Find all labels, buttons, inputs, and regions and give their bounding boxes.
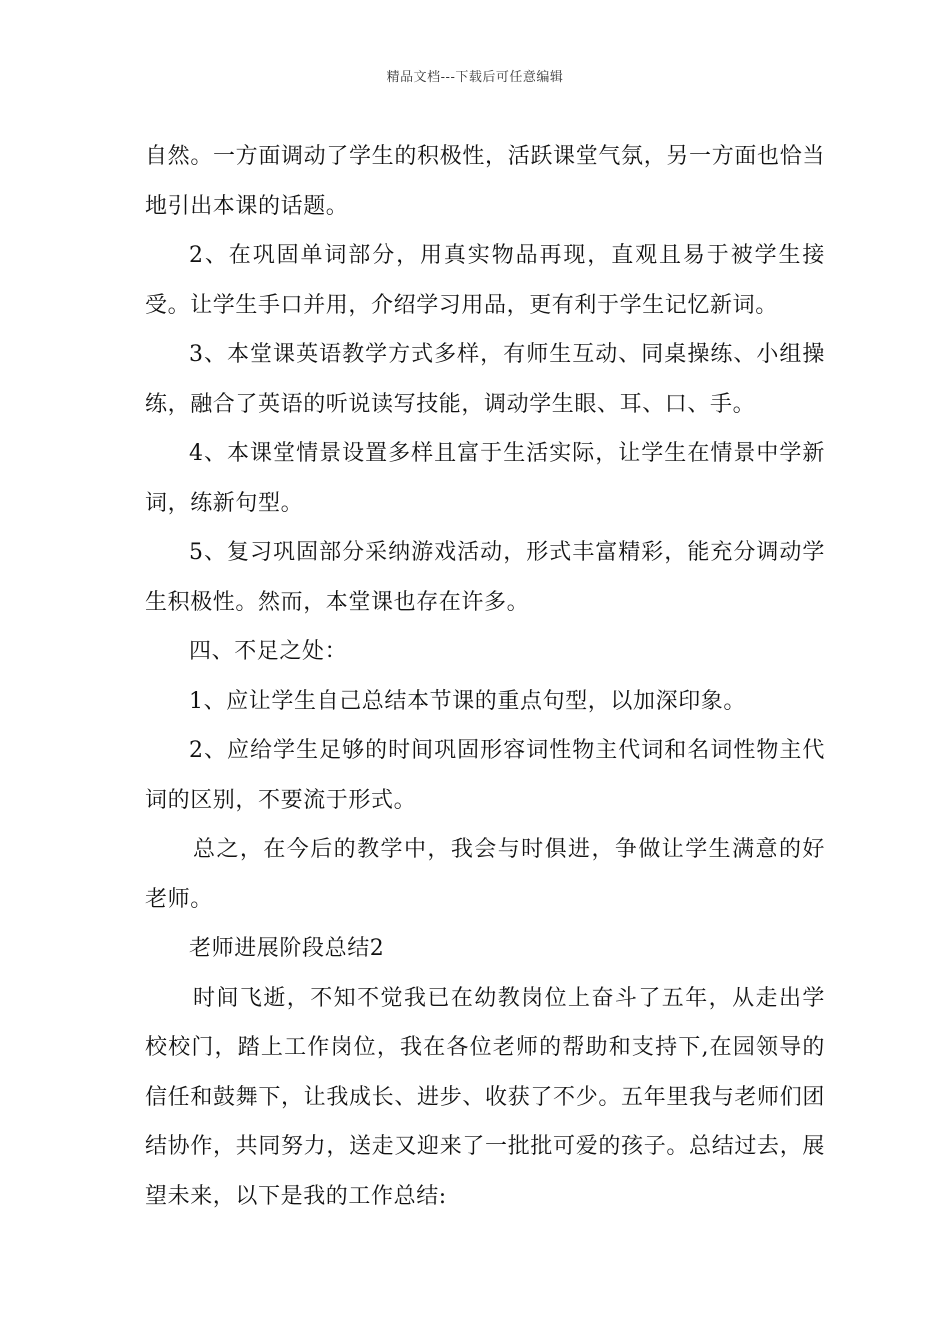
section-heading-shortcomings: 四、不足之处： <box>189 639 348 664</box>
page-header: 精品文档---下载后可任意编辑 <box>386 70 564 85</box>
paragraph-point-3: 3、本堂课英语教学方式多样，有师生互动、同桌操练、小组操练，融合了英语的听说读写技能，调动学生眼、耳、口、手。 <box>145 342 825 417</box>
paragraph-shortcoming-1: 1、应让学生自己总结本节课的重点句型，以加深印象。 <box>189 688 746 714</box>
paragraph-point-5: 5、复习巩固部分采纳游戏活动，形式丰富精彩，能充分调动学生积极性。然而，本堂课也存在许多。 <box>145 540 825 615</box>
section-title-summary-2: 老师进展阶段总结2 <box>189 936 385 961</box>
paragraph-summary-intro: 时间飞逝，不知不觉我已在幼教岗位上奋斗了五年，从走出学校校门，踏上工作岗位，我在各位老师的帮助和支持下,在园领导的信任和鼓舞下，让我成长、进步、收获了不少。五年里我与老师们团结协作，共同努力，送走又迎来了一批批可爱的孩子。总结过去，展望未来，以下是我的工作总结: <box>145 985 825 1209</box>
paragraph-conclusion: 总之，在今后的教学中，我会与时俱进，争做让学生满意的好老师。 <box>145 837 825 912</box>
document-body <box>145 132 825 1221</box>
paragraph-point-2: 2、在巩固单词部分，用真实物品再现，直观且易于被学生接受。让学生手口并用，介绍学习用品，更有利于学生记忆新词。 <box>145 243 825 318</box>
paragraph-point-4: 4、本课堂情景设置多样且富于生活实际，让学生在情景中学新词，练新句型。 <box>145 441 825 516</box>
paragraph-continuation: 自然。一方面调动了学生的积极性，活跃课堂气氛，另一方面也恰当地引出本课的话题。 <box>145 144 825 219</box>
paragraph-shortcoming-2: 2、应给学生足够的时间巩固形容词性物主代词和名词性物主代词的区别，不要流于形式。 <box>145 738 825 813</box>
